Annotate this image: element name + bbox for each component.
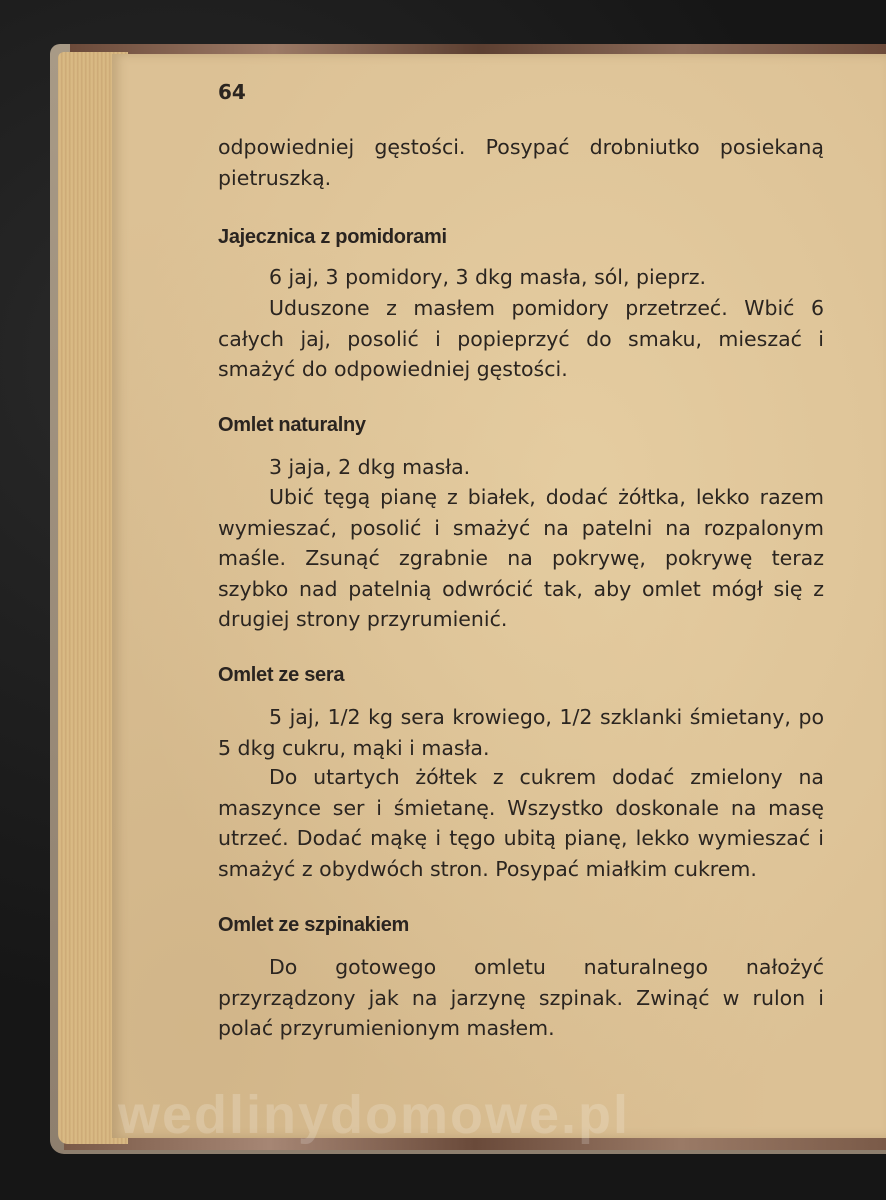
recipe-ingredients: 5 jaj, 1/2 kg sera krowiego, 1/2 szklanki śmietany, po 5 dkg cukru, mąki i masła. (218, 705, 824, 760)
recipe-method: Do gotowego omletu naturalnego nałożyć przyrządzony jak na jarzynę szpinak. Zwinąć w rulon i polać przyrumienionym masłem. (218, 955, 824, 1040)
recipe-title: Omlet ze sera (218, 664, 345, 686)
watermark-text: wedlinydomowe.pl (118, 1085, 631, 1145)
page-number: 64 (218, 80, 246, 104)
intro-paragraph: odpowiedniej gęstości. Posypać drobniutko posiekaną pietruszką. (218, 135, 824, 190)
recipe-method: Ubić tęgą pianę z białek, dodać żółtka, lekko razem wymieszać, posolić i smażyć na patelni na rozpalonym maśle. Zsunąć zgrabnie na pokrywę, pokrywę teraz szybko nad patelnią odwrócić tak, aby omlet mógł się z drugiej strony przyrumienić. (218, 485, 824, 631)
cover-edge-top (70, 44, 886, 54)
recipe-title: Jajecznica z pomidorami (218, 226, 447, 248)
recipe-method: Do utartych żółtek z cukrem dodać zmielony na maszynce ser i śmietanę. Wszystko doskonale na masę utrzeć. Dodać mąkę i tęgo ubitą pianę, lekko wymieszać i smażyć z obydwóch stron. Posypać miałkim cukrem. (218, 765, 824, 881)
recipe-method: Uduszone z masłem pomidory przetrzeć. Wbić 6 całych jaj, posolić i popieprzyć do smaku, mieszać i smażyć do odpowiedniej gęstości. (218, 296, 824, 381)
recipe-ingredients: 6 jaj, 3 pomidory, 3 dkg masła, sól, pieprz. (269, 265, 707, 289)
recipe-title: Omlet ze szpinakiem (218, 914, 410, 936)
recipe-title: Omlet naturalny (218, 414, 366, 436)
book-page (112, 54, 886, 1138)
recipe-ingredients: 3 jaja, 2 dkg masła. (269, 455, 471, 479)
